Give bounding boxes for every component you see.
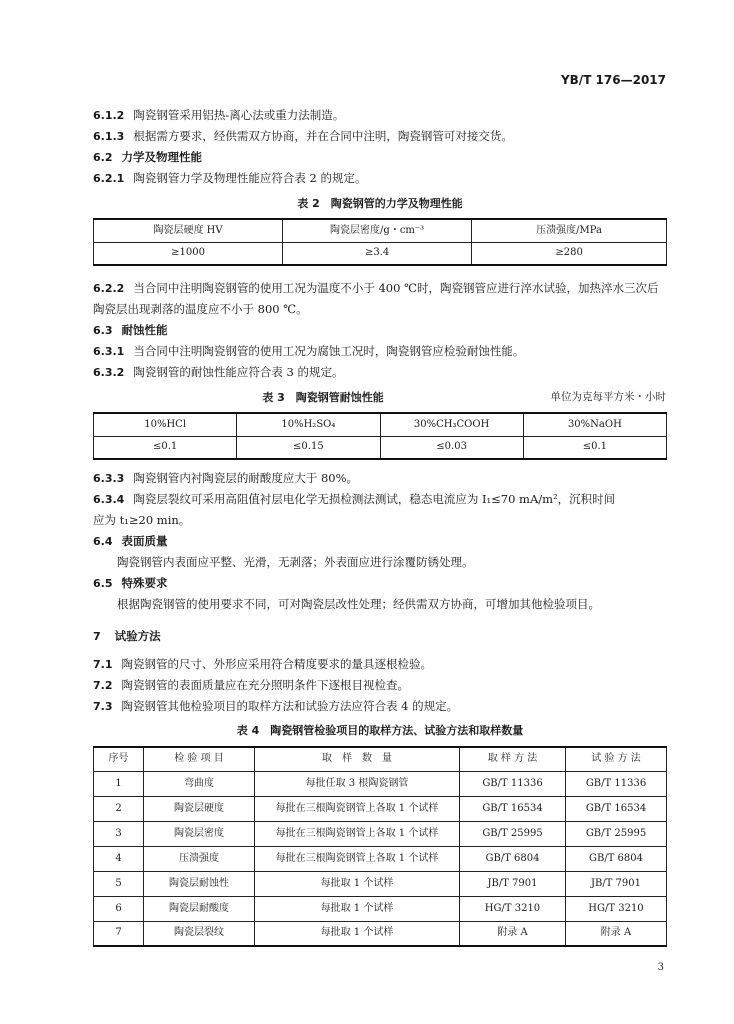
clause-6-2-1 [93, 172, 366, 186]
table-4-cell: GB/T 16534 [566, 796, 667, 821]
clause-number: 6.3.2 [93, 366, 125, 379]
table-4-cell: 6 [94, 896, 144, 921]
table-4-cell: 附录 A [566, 921, 667, 946]
clause-6-2-2 [93, 282, 658, 296]
chapter-number: 7 [93, 630, 101, 643]
table-4-cell: 4 [94, 846, 144, 871]
clause-7-3 [93, 700, 458, 714]
clause-number: 6.1.2 [93, 109, 125, 122]
table-4-cell: 附录 A [460, 921, 566, 946]
standard-code: YB/T 176—2017 [560, 73, 666, 87]
clause-number: 6.3.1 [93, 345, 125, 358]
table-4-header: 试 验 方 法 [566, 747, 667, 771]
clause-6-1-3 [93, 130, 513, 144]
table-4-cell: 7 [94, 921, 144, 946]
table-4-cell: 每批取 1 个试样 [255, 896, 460, 921]
table-4-caption: 表 4 陶瓷钢管检验项目的取样方法、试验方法和取样数量 [236, 724, 524, 737]
chapter-7-heading [93, 630, 161, 644]
chapter-title: 试验方法 [114, 629, 161, 643]
clause-text: 陶瓷钢管的耐蚀性能应符合表 3 的规定。 [133, 365, 344, 379]
table-4-cell: GB/T 11336 [566, 771, 667, 796]
section-number: 6.2 [93, 151, 113, 164]
table-4-cell: GB/T 16534 [460, 796, 566, 821]
clause-number: 7.3 [93, 700, 113, 713]
clause-text: 陶瓷钢管内衬陶瓷层的耐酸度应大于 80%。 [133, 471, 359, 485]
table-4-header: 检 验 项 目 [144, 747, 255, 771]
table-2-header: 压溃强度/MPa [472, 219, 667, 242]
table-4-cell: GB/T 25995 [566, 821, 667, 846]
table-4-cell: 每批取 1 个试样 [255, 921, 460, 946]
clause-text: 陶瓷钢管采用铝热-离心法或重力法制造。 [133, 108, 345, 122]
clause-text: 当合同中注明陶瓷钢管的使用工况为腐蚀工况时，陶瓷钢管应检验耐蚀性能。 [133, 344, 525, 358]
table-2-header: 陶瓷层硬度 HV [94, 219, 283, 242]
table-4-cell: 弯曲度 [144, 771, 255, 796]
table-4-body [94, 771, 667, 946]
clause-text: 陶瓷钢管其他检验项目的取样方法和试验方法应符合表 4 的规定。 [121, 699, 459, 713]
clause-7-1 [93, 658, 432, 672]
section-number: 6.4 [93, 535, 113, 548]
table-4-cell: GB/T 6804 [566, 846, 667, 871]
table-4-cell: 陶瓷层硬度 [144, 796, 255, 821]
clause-text-line1: 陶瓷层裂纹可采用高阻值衬层电化学无损检测法测试，稳态电流应为 I₁≤70 mA/m²，沉积时间 [133, 492, 616, 506]
clause-number: 6.3.4 [93, 493, 125, 506]
table-row [94, 871, 667, 896]
table-3-header: 30%CH₃COOH [380, 413, 523, 436]
clause-6-3-4-cont: 应为 t₁≥20 min。 [93, 513, 191, 527]
section-6-3-heading [93, 324, 168, 338]
table-3-header: 10%HCl [94, 413, 237, 436]
section-6-2-heading [93, 151, 202, 165]
section-6-5-text: 根据陶瓷钢管的使用要求不同，可对陶瓷层改性处理；经供需双方协商，可增加其他检验项目。 [117, 597, 600, 611]
clause-number: 6.1.3 [93, 130, 125, 143]
table-row [94, 921, 667, 946]
clause-text-line1: 当合同中注明陶瓷钢管的使用工况为温度不小于 400 ℃时，陶瓷钢管应进行淬水试验，加热淬水三次后 [133, 281, 659, 295]
table-4-cell: 每批任取 3 根陶瓷钢管 [255, 771, 460, 796]
table-2 [93, 218, 667, 266]
table-3-unit: 单位为克每平方米・小时 [550, 391, 666, 403]
table-3-header: 10%H₂SO₄ [237, 413, 380, 436]
table-2-header: 陶瓷层密度/g・cm⁻³ [283, 219, 472, 242]
section-6-4-heading [93, 535, 168, 549]
table-4-cell: GB/T 25995 [460, 821, 566, 846]
table-4-cell: HG/T 3210 [566, 896, 667, 921]
table-4-header: 取 样 数 量 [255, 747, 460, 771]
section-number: 6.5 [93, 577, 113, 590]
table-2-cell: ≥1000 [94, 242, 283, 265]
table-4-cell: 每批在三根陶瓷钢管上各取 1 个试样 [255, 846, 460, 871]
section-title: 表面质量 [121, 534, 168, 548]
table-4-cell: 每批在三根陶瓷钢管上各取 1 个试样 [255, 821, 460, 846]
clause-number: 6.3.3 [93, 472, 125, 485]
table-3-cell: ≤0.1 [94, 436, 237, 459]
clause-6-3-2 [93, 366, 343, 380]
table-4-cell: JB/T 7901 [566, 871, 667, 896]
clause-6-3-4 [93, 493, 615, 507]
clause-number: 7.1 [93, 658, 113, 671]
table-4-cell: 陶瓷层密度 [144, 821, 255, 846]
table-4-header: 序号 [94, 747, 144, 771]
table-4-cell: 3 [94, 821, 144, 846]
table-row [94, 896, 667, 921]
section-number: 6.3 [93, 324, 113, 337]
table-4-cell: 陶瓷层裂纹 [144, 921, 255, 946]
table-3-cell: ≤0.1 [523, 436, 666, 459]
clause-number: 6.2.2 [93, 282, 125, 295]
clause-7-2 [93, 679, 409, 693]
table-4-cell: JB/T 7901 [460, 871, 566, 896]
section-title: 特殊要求 [121, 576, 168, 590]
table-4-cell: 陶瓷层耐酸度 [144, 896, 255, 921]
table-4-cell: 每批在三根陶瓷钢管上各取 1 个试样 [255, 796, 460, 821]
table-3-cell: ≤0.15 [237, 436, 380, 459]
section-6-5-heading [93, 577, 168, 591]
table-2-cell: ≥3.4 [283, 242, 472, 265]
clause-text: 根据需方要求，经供需双方协商，并在合同中注明，陶瓷钢管可对接交货。 [133, 129, 513, 143]
table-4-cell: 压溃强度 [144, 846, 255, 871]
table-4-cell: 2 [94, 796, 144, 821]
page-number: 3 [657, 962, 664, 973]
clause-text: 陶瓷钢管的表面质量应在充分照明条件下逐根目视检查。 [121, 678, 409, 692]
table-4-cell: GB/T 6804 [460, 846, 566, 871]
section-title: 力学及物理性能 [121, 150, 202, 164]
table-row [94, 796, 667, 821]
clause-number: 7.2 [93, 679, 113, 692]
clause-6-3-1 [93, 345, 524, 359]
table-4-cell: 每批取 1 个试样 [255, 871, 460, 896]
table-3 [93, 412, 667, 460]
table-4-cell: HG/T 3210 [460, 896, 566, 921]
table-2-cell: ≥280 [472, 242, 667, 265]
clause-text: 陶瓷钢管的尺寸、外形应采用符合精度要求的量具逐根检验。 [121, 657, 432, 671]
table-4 [93, 746, 667, 947]
clause-6-3-3 [93, 472, 358, 486]
table-4-cell: GB/T 11336 [460, 771, 566, 796]
table-row [94, 771, 667, 796]
table-2-caption: 表 2 陶瓷钢管的力学及物理性能 [297, 197, 463, 210]
table-row [94, 821, 667, 846]
clause-number: 6.2.1 [93, 172, 125, 185]
table-row [94, 846, 667, 871]
section-6-4-text: 陶瓷钢管内表面应平整、光滑，无剥落；外表面应进行涂覆防锈处理。 [117, 555, 474, 569]
section-title: 耐蚀性能 [121, 323, 168, 337]
table-3-caption: 表 3 陶瓷钢管耐蚀性能 [262, 391, 384, 404]
table-4-header: 取 样 方 法 [460, 747, 566, 771]
table-4-cell: 陶瓷层耐蚀性 [144, 871, 255, 896]
table-4-cell: 1 [94, 771, 144, 796]
clause-6-1-2 [93, 109, 344, 123]
table-3-header: 30%NaOH [523, 413, 666, 436]
clause-6-2-2-cont: 陶瓷层出现剥落的温度应不小于 800 ℃。 [93, 302, 308, 316]
table-3-cell: ≤0.03 [380, 436, 523, 459]
clause-text: 陶瓷钢管力学及物理性能应符合表 2 的规定。 [133, 171, 367, 185]
table-4-cell: 5 [94, 871, 144, 896]
